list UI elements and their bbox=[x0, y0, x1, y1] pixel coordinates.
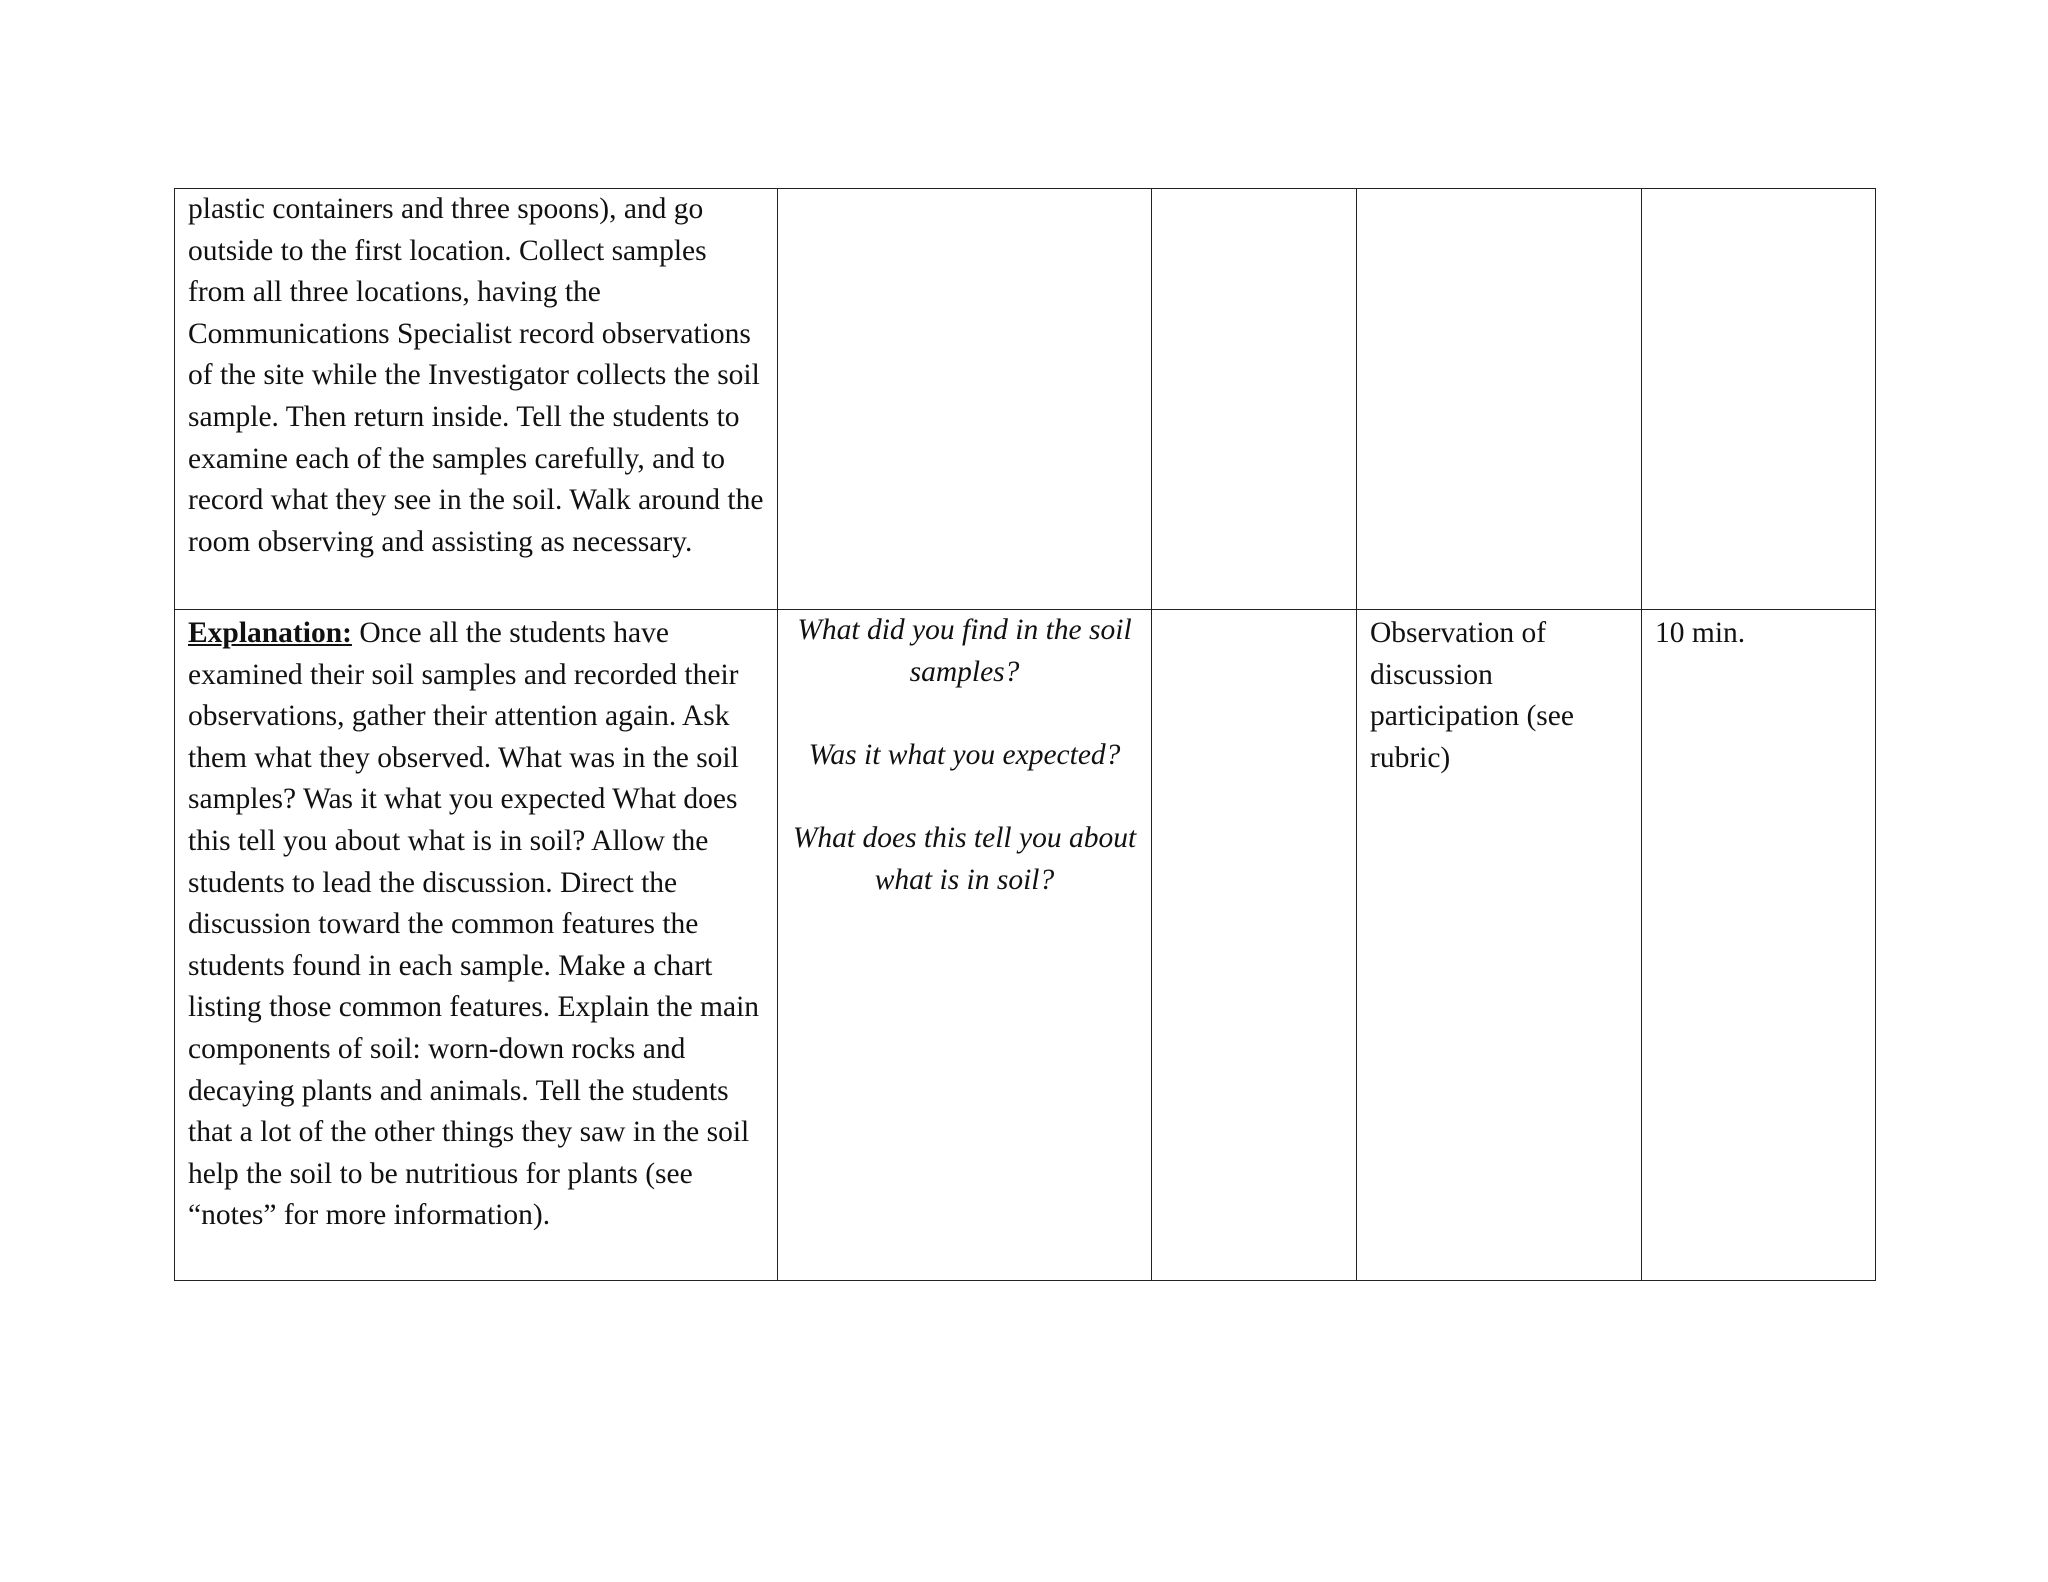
questions-cell bbox=[778, 610, 1152, 1281]
activity-cell bbox=[175, 189, 778, 610]
assessment-text: Observation of discussion participation (see rubric) bbox=[1370, 617, 1574, 774]
table-row bbox=[175, 610, 1876, 1281]
activity-text: plastic containers and three spoons), and go outside to the first location. Collect samples from all three locations, having the Communications Specialist record observations of the site while the Investigator collects the soil sample. Then return inside. Tell the students to examine each of the samples carefully, and to record what they see in the soil. Walk around the room observing and assisting as necessary. bbox=[188, 193, 764, 558]
materials-cell bbox=[1152, 610, 1357, 1281]
lesson-plan-table bbox=[174, 188, 1876, 1281]
assessment-cell bbox=[1357, 189, 1642, 610]
question-spacer bbox=[786, 693, 1143, 735]
question-item: What does this tell you about what is in soil? bbox=[792, 821, 1137, 896]
time-text: 10 min. bbox=[1655, 617, 1746, 649]
time-cell bbox=[1642, 610, 1876, 1281]
activity-text: Once all the students have examined their soil samples and recorded their observations, gather their attention again. Ask them what they observed. What was in the soil samples? Was it what you expected What does this tell you about what is in soil? Allow the students to lead the discussion. Direct the discussion toward the common features the students found in each sample. Make a chart listing those common features. Explain the main components of soil: worn-down rocks and decaying plants and animals. Tell the students that a lot of the other things they saw in the soil help the soil to be nutritious for plants (see “notes” for more information). bbox=[188, 617, 760, 1232]
activity-cell bbox=[175, 610, 778, 1281]
question-spacer bbox=[786, 776, 1143, 818]
question-item: What did you find in the soil samples? bbox=[797, 614, 1132, 688]
materials-cell bbox=[1152, 189, 1357, 610]
questions-cell bbox=[778, 189, 1152, 610]
question-item: Was it what you expected? bbox=[808, 738, 1121, 771]
table-row bbox=[175, 189, 1876, 610]
time-cell bbox=[1642, 189, 1876, 610]
explanation-heading: Explanation: bbox=[188, 617, 352, 649]
assessment-cell bbox=[1357, 610, 1642, 1281]
